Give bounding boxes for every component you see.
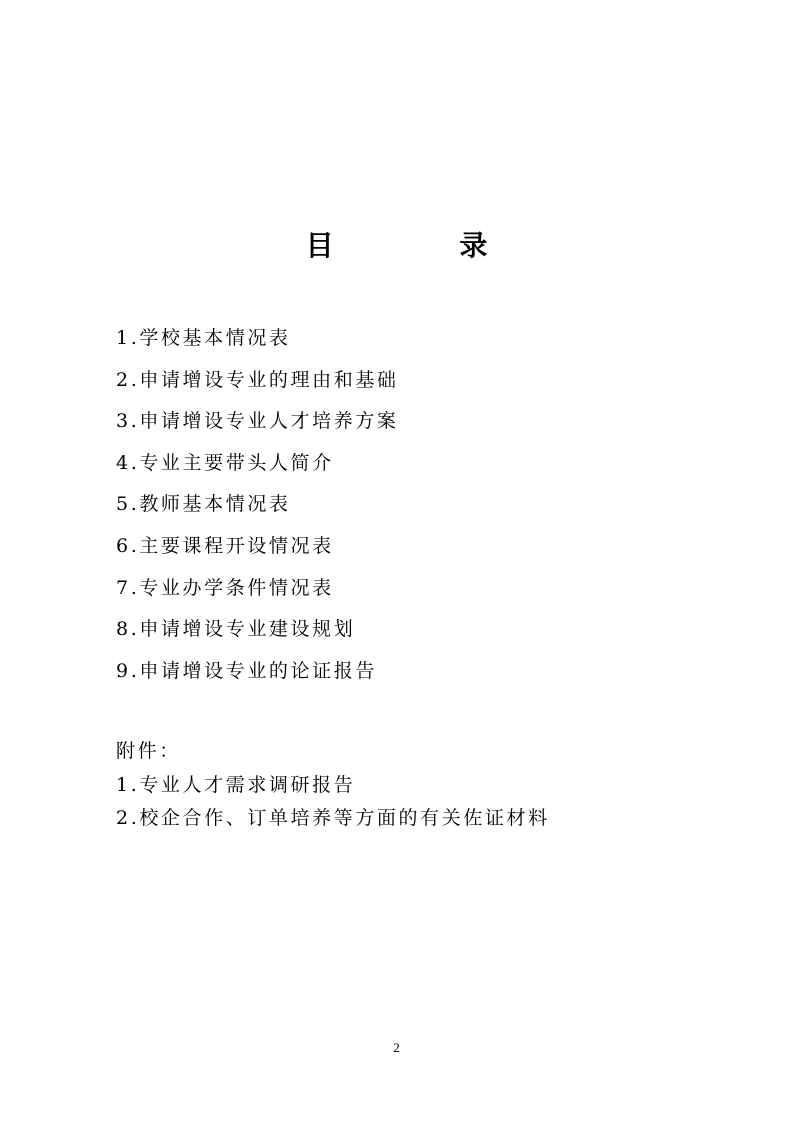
table-of-contents [116, 318, 399, 692]
toc-item: 6.主要课程开设情况表 [116, 534, 334, 557]
toc-item: 4.专业主要带头人简介 [116, 451, 334, 474]
toc-item: 8.申请增设专业建设规划 [116, 618, 356, 641]
toc-item: 7.专业办学条件情况表 [116, 576, 334, 599]
attachment-item: 2.校企合作、订单培养等方面的有关佐证材料 [116, 807, 550, 829]
page-title: 目 录 [305, 229, 546, 262]
attachments-list [116, 769, 550, 835]
toc-item: 1.学校基本情况表 [116, 327, 291, 349]
toc-item: 3.申请增设专业人才培养方案 [116, 410, 399, 433]
toc-item: 2.申请增设专业的理由和基础 [116, 368, 399, 391]
page-number: 2 [393, 1040, 400, 1055]
toc-item: 5.教师基本情况表 [116, 493, 291, 516]
attachments-heading: 附件： [116, 740, 181, 762]
attachment-item: 1.专业人才需求调研报告 [116, 774, 356, 796]
toc-item: 9.申请增设专业的论证报告 [116, 659, 377, 682]
